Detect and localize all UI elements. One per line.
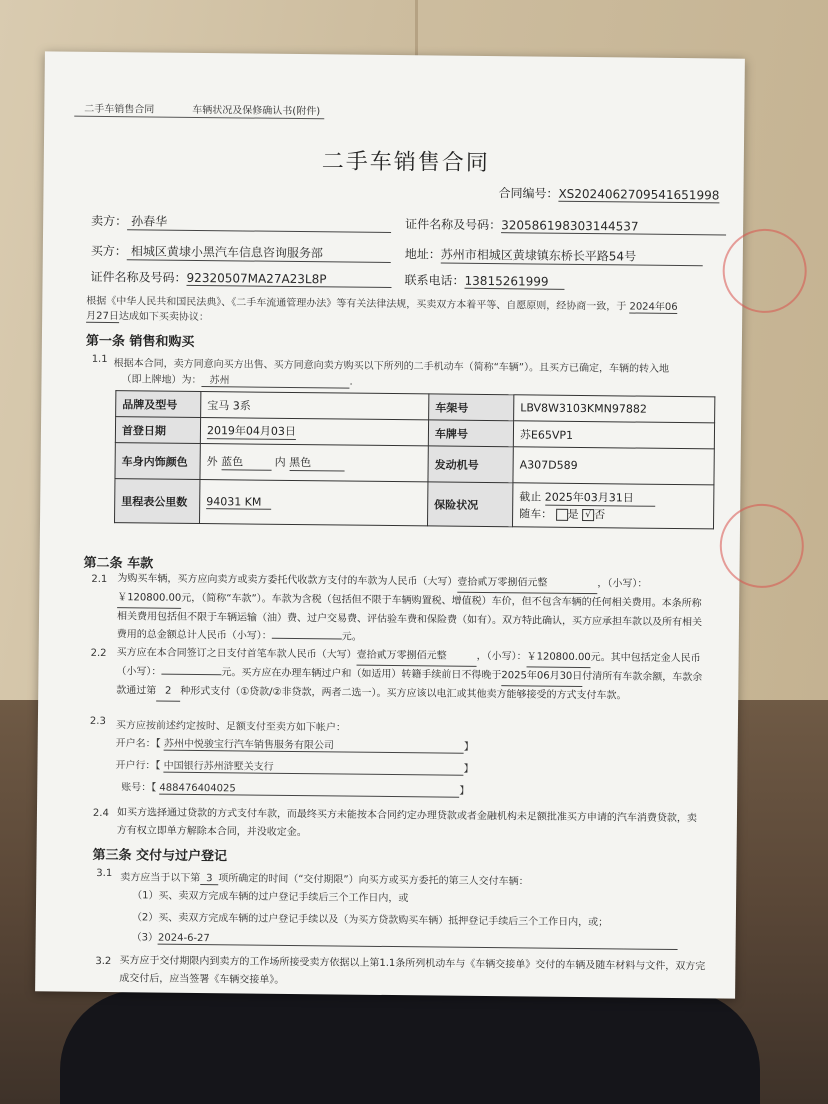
article-2-1-text: 为购买车辆，买方应向卖方或卖方委托代收款方支付的车款为人民币（大写）壹拾贰万零捌佰元整 ，（小写）：￥120800.00元，（简称“车款”）。车款为含税（包括但不限于车辆购置税、增值税）车价，但不包含车辆的任何相关费用。本条所称相关费用包括但不限于车辆运输（油）费、过户交易费、评估验车费和保险费（如有）。双方特此确认，买方应承担车款以及所有相关费用的总金额总计人民币（小写）： 元。: [116, 573, 703, 643]
article-1-1-city: （即上牌地）为： 苏州 .: [121, 370, 352, 388]
article-1-title: 第一条 销售和购买: [85, 333, 195, 350]
article-3-2-num: 3.2: [95, 955, 112, 968]
buyer-address-row: 地址：苏州市相城区黄埭镇东桥长平路54号: [405, 245, 703, 266]
page-title: 二手车销售合同: [321, 149, 490, 177]
account-number-row: 账号：【 488476404025 】: [121, 782, 470, 797]
article-2-3-num: 2.3: [89, 715, 106, 728]
contract-page: [35, 51, 745, 998]
preamble-line-2: 月27日达成如下买卖协议：: [86, 307, 209, 324]
brand-label: 品牌及型号: [116, 391, 201, 418]
article-3-1-option-2: （2）买、卖双方完成车辆的过户登记手续以及（为买方贷款购买车辆）抵押登记手续后三个工作日内，或；: [131, 912, 609, 929]
plate-value: 苏E65VP1: [513, 421, 714, 449]
insurance-label: 保险状况: [427, 482, 512, 527]
reg-date-value: 2019年04月03日: [200, 418, 428, 446]
article-2-1-num: 2.1: [91, 573, 108, 586]
article-3-1-text: 卖方应当于以下第 3 项所确定的时间（“交付期限”）向买方或买方委托的第三人交付车辆：: [120, 872, 529, 888]
article-2-2-num: 2.2: [90, 647, 107, 660]
article-3-2-text: 买方应于交付期限内到卖方的工作场所接受卖方依据以上第1.1条所列机动车与《车辆交接单》交付的车辆及随车材料与文件，双方完成交付后，应当签署《车辆交接单》。: [119, 955, 706, 986]
article-1-1-num: 1.1: [91, 353, 108, 366]
buyer-row: 买方： 相城区黄埭小黑汽车信息咨询服务部: [91, 242, 391, 263]
brand-value: 宝马 3系: [201, 392, 429, 420]
mileage-value: 94031 KM: [200, 480, 428, 526]
engine-label: 发动机号: [428, 446, 513, 483]
buyer-phone-row: 联系电话：13815261999: [404, 271, 564, 290]
account-name-row: 开户名：【 苏州中悦骏宝行汽车销售服务有限公司 】: [116, 734, 474, 754]
engine-value: A307D589: [513, 447, 714, 485]
vehicle-table: [114, 390, 715, 529]
insurance-no-checkbox: √: [582, 509, 594, 521]
article-3-1-option-3: （3）2024-6-27: [132, 928, 679, 950]
article-3-1-num: 3.1: [96, 867, 113, 880]
color-label: 车身内饰颜色: [115, 443, 200, 480]
insurance-value: 截止 2025年03月31日 随车： 是 √ 否: [512, 483, 713, 529]
article-2-4-text: 如买方选择通过贷款的方式支付车款，而最终买方未能按本合同约定办理贷款或者金融机构未足额批准买方申请的汽车消费贷款，卖方有权立即单方解除本合同，并没收定金。: [116, 807, 697, 839]
color-value: 外 蓝色 内 黑色: [200, 444, 428, 482]
vin-value: LBV8W3103KMN97882: [514, 395, 715, 423]
tab-vehicle-condition: 车辆状况及保修确认书(附件): [192, 104, 321, 118]
vin-label: 车架号: [429, 394, 514, 421]
account-bank-row: 开户行：【 中国银行苏州浒墅关支行 】: [115, 756, 473, 776]
buyer-id-row: 证件名称及号码：92320507MA27A23L8P: [90, 268, 391, 288]
article-2-title: 第二条 车款: [83, 555, 154, 572]
plate-label: 车牌号: [428, 420, 513, 447]
seller-id-row: 证件名称及号码：320586198303144537: [405, 215, 726, 235]
seller-row: 卖方： 孙春华: [91, 212, 391, 233]
tab-contract: 二手车销售合同: [84, 103, 155, 116]
mileage-label: 里程表公里数: [115, 479, 200, 524]
reg-date-label: 首登日期: [115, 417, 200, 444]
insurance-yes-checkbox: [556, 509, 568, 521]
contract-number: 合同编号：XS2024062709541651998: [498, 186, 720, 203]
company-seal-stamp: [722, 228, 807, 313]
preamble-line-1: 根据《中华人民共和国民法典》、《二手车流通管理办法》等有关法律法规，买卖双方本着平等、自愿原则，经协商一致，于 2024年06: [86, 295, 678, 314]
article-2-4-num: 2.4: [92, 807, 109, 820]
article-1-1-text: 根据本合同，卖方同意向买方出售、买方同意向卖方购买以下所列的二手机动车（简称“车辆”）。且买方已确定，车辆的转入地: [113, 358, 670, 375]
article-2-3-text: 买方应按前述约定按时、足额支付至卖方如下帐户：: [115, 720, 346, 734]
person-shadow: [60, 990, 760, 1104]
company-seal-stamp-2: [719, 503, 804, 588]
article-3-title: 第三条 交付与过户登记: [92, 847, 228, 865]
article-3-1-option-1: （1）买、卖双方完成车辆的过户登记手续后三个工作日内，或: [132, 890, 409, 905]
article-2-2-text: 买方应在本合同签订之日支付首笔车款人民币（大写）壹拾贰万零捌佰元整 ，（小写）：￥120800.00元。其中包括定金人民币（小写）： 元。买方应在办理车辆过户和（如适用）转籍手续前日不得晚于2025年06月30日付清所有车款余额，车款余款通过第 2 种形式支付（①贷款/②非贷款，两者二选一）。买方应该以电汇或其他卖方能够接受的方式支付车款。: [116, 647, 703, 702]
